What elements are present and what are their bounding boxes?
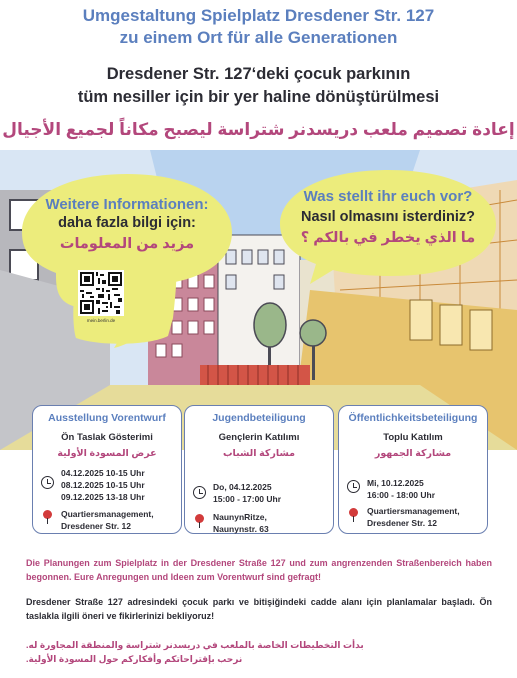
event-title-tr: Gençlerin Katılımı bbox=[218, 432, 300, 443]
event-place-2: Dresdener Str. 12 bbox=[61, 521, 131, 531]
event-time-1: 04.12.2025 10-15 Uhr bbox=[61, 468, 145, 478]
event-place-1: NaunynRitze, bbox=[213, 512, 267, 522]
qr-code-label: mein.berlin.de bbox=[86, 318, 116, 323]
info-heading-de: Weitere Informationen: bbox=[45, 196, 209, 213]
event-time-2: 15:00 - 17:00 Uhr bbox=[213, 494, 282, 504]
info-bubble bbox=[18, 168, 236, 358]
location-pin-icon bbox=[195, 514, 204, 523]
location-pin-icon bbox=[349, 508, 358, 517]
event-time-1: Do, 04.12.2025 bbox=[213, 482, 272, 492]
event-title-ar: مشاركة الجمهور bbox=[374, 448, 452, 459]
event-title-de: Ausstellung Vorentwurf bbox=[48, 412, 166, 424]
question-heading-de: Was stellt ihr euch vor? bbox=[303, 188, 473, 205]
event-card-exhibition bbox=[32, 405, 182, 534]
event-title-de: Jugendbeteiligung bbox=[212, 412, 306, 424]
description-ar-line2: نرحب بإقتراحاتكم وأفكاركم حول المسودة الأولية. bbox=[26, 654, 243, 664]
event-time-1: Mi, 10.12.2025 bbox=[367, 478, 424, 488]
event-title-tr: Toplu Katılım bbox=[383, 432, 443, 443]
description-de: Die Planungen zum Spielplatz in der Dresdener Straße 127 und zum angrenzenden Straßenbereich haben begonnen. Eure Anregungen und Ideen zum Vorentwurf sind gefragt! bbox=[26, 558, 492, 582]
question-bubble bbox=[278, 166, 498, 286]
question-heading-tr: Nasıl olmasını isterdiniz? bbox=[300, 209, 476, 225]
title-de-line2: zu einem Ort für alle Generationen bbox=[119, 28, 398, 47]
clock-icon bbox=[347, 480, 360, 493]
qr-code[interactable] bbox=[78, 270, 124, 316]
description-ar bbox=[26, 638, 492, 666]
clock-icon bbox=[41, 476, 54, 489]
event-title-ar: عرض المسودة الأولية bbox=[57, 448, 157, 459]
event-time-2: 08.12.2025 10-15 Uhr bbox=[61, 480, 145, 490]
clock-icon bbox=[193, 486, 206, 499]
info-heading-ar: مزيد من المعلومات bbox=[59, 236, 195, 252]
event-place-2: Dresdener Str. 12 bbox=[367, 518, 437, 528]
event-place-1: Quartiersmanagement, bbox=[367, 506, 460, 516]
event-time-2: 16:00 - 18:00 Uhr bbox=[367, 490, 436, 500]
event-title-tr: Ön Taslak Gösterimi bbox=[61, 432, 153, 443]
event-place-1: Quartiersmanagement, bbox=[61, 509, 154, 519]
info-heading-tr: daha fazla bilgi için: bbox=[58, 215, 196, 231]
event-card-youth bbox=[184, 405, 334, 534]
question-heading-ar: ما الذي يخطر في بالكم ؟ bbox=[300, 230, 476, 246]
event-time-3: 09.12.2025 13-18 Uhr bbox=[61, 492, 145, 502]
title-ar: إعادة تصميم ملعب دريسدنر شتراسة ليصبح مكاناً لجميع الأجيال bbox=[2, 120, 515, 139]
description-tr: Dresdener Straße 127 adresindeki çocuk parkı ve bitişiğindeki cadde alanı için planlamalar başladı. Ön taslakla ilgili öneri ve fikirlerinizi bekliyoruz! bbox=[26, 597, 492, 621]
event-title-de: Öffentlichkeitsbeteiligung bbox=[348, 412, 478, 424]
qr-code-graphic bbox=[78, 270, 124, 316]
title-de-line1: Umgestaltung Spielplatz Dresdener Str. 127 bbox=[82, 6, 435, 25]
location-pin-icon bbox=[43, 510, 52, 519]
title-tr-line1: Dresdener Str. 127‘deki çocuk parkının bbox=[106, 65, 411, 83]
description-ar-line1: بدأت التخطيطات الخاصة بالملعب في دريسدنر شتراسة والمنطقة المجاورة له. bbox=[26, 640, 364, 650]
speech-bubble-shape bbox=[278, 166, 498, 286]
title-tr-line2: tüm nesiller için bir yer haline dönüştürülmesi bbox=[77, 88, 440, 106]
event-title-ar: مشاركة الشباب bbox=[223, 448, 295, 459]
event-card-public bbox=[338, 405, 488, 534]
event-place-2: Naunynstr. 63 bbox=[213, 524, 269, 534]
